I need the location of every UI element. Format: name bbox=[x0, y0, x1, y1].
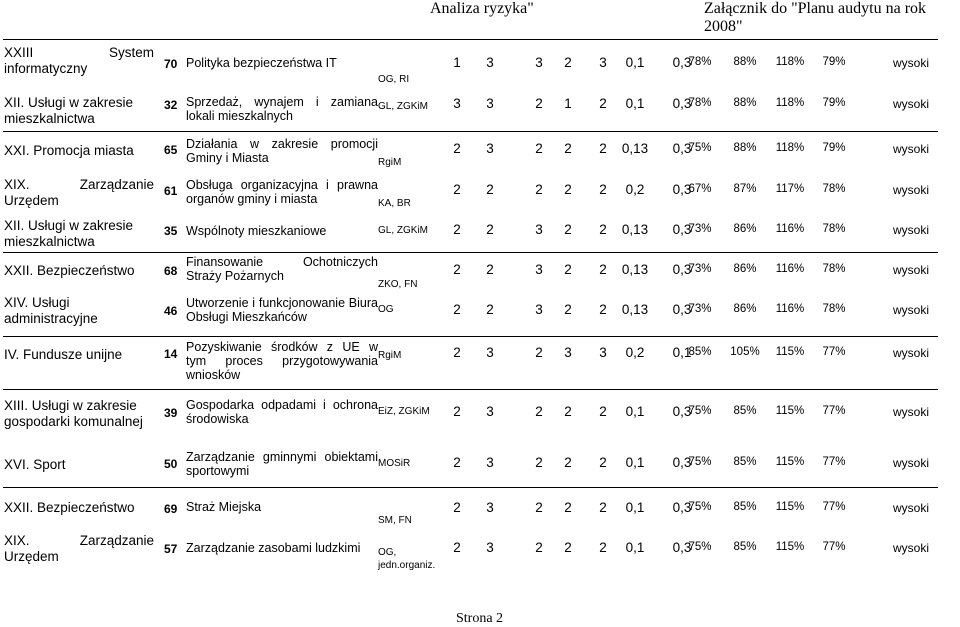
score-value: 2 bbox=[453, 404, 461, 419]
percent-value: 85% bbox=[733, 541, 757, 553]
department-cell bbox=[4, 45, 154, 77]
percent-value: 85% bbox=[733, 501, 757, 513]
score-value: 2 bbox=[453, 182, 461, 197]
risk-level: wysoki bbox=[893, 456, 930, 470]
score-value: 2 bbox=[564, 302, 572, 317]
department-cell: XII. Usługi w zakresie mieszkalnictwa bbox=[4, 95, 134, 126]
department-cell: XXII. Bezpieczeństwo bbox=[4, 500, 135, 515]
percent-value: 85% bbox=[733, 405, 757, 417]
score-value: 3 bbox=[486, 404, 494, 419]
percent-value: 77% bbox=[822, 456, 846, 468]
task-name: Obsługa organizacyjna i prawna organów gminy i miasta bbox=[186, 178, 378, 206]
department-number: XXIII bbox=[4, 45, 34, 60]
department-name: System bbox=[108, 45, 154, 60]
department-cell: IV. Fundusze unijne bbox=[4, 347, 123, 362]
score-value: 0,3 bbox=[672, 500, 692, 515]
task-name: Pozyskiwanie środków z UE w tym proces przygotowywania wniosków bbox=[186, 340, 378, 382]
score-value: 2 bbox=[599, 182, 607, 197]
score-value: 2 bbox=[453, 302, 461, 317]
percent-value: 67% bbox=[688, 183, 712, 195]
score-value: 0,1 bbox=[625, 55, 645, 70]
score-value: 0,2 bbox=[625, 182, 645, 197]
score-value: 0,3 bbox=[672, 96, 692, 111]
department-name: Urzędem bbox=[4, 549, 59, 564]
department-cell bbox=[4, 177, 154, 209]
score-value: 2 bbox=[564, 500, 572, 515]
score-value: 3 bbox=[453, 96, 461, 111]
task-name: Zarządzanie zasobami ludzkimi bbox=[186, 541, 361, 555]
score-value: 2 bbox=[599, 302, 607, 317]
risk-level: wysoki bbox=[893, 56, 930, 70]
score-value: 0,1 bbox=[625, 96, 645, 111]
percent-value: 115% bbox=[775, 501, 805, 513]
score-value: 0,13 bbox=[621, 141, 649, 156]
percent-value: 77% bbox=[822, 541, 846, 553]
task-name: Gospodarka odpadami i ochrona środowiska bbox=[186, 398, 378, 426]
score-value: 3 bbox=[535, 222, 543, 237]
department-name: Urzędem bbox=[4, 193, 59, 208]
score-value: 0,3 bbox=[672, 182, 692, 197]
risk-level: wysoki bbox=[893, 541, 930, 555]
score-value: 2 bbox=[535, 182, 543, 197]
percent-value: 77% bbox=[822, 405, 846, 417]
task-code: 14 bbox=[164, 347, 178, 361]
department-cell: XIII. Usługi w zakresie gospodarki komunalnej bbox=[4, 398, 143, 429]
department-cell: XXII. Bezpieczeństwo bbox=[4, 263, 135, 278]
risk-level: wysoki bbox=[893, 501, 930, 515]
score-value: 0,3 bbox=[672, 302, 692, 317]
task-name: Finansowanie Ochotniczych Straży Pożarnych bbox=[186, 255, 378, 283]
responsible-unit: RgiM bbox=[378, 157, 402, 168]
percent-value: 118% bbox=[775, 142, 805, 154]
score-value: 3 bbox=[535, 55, 543, 70]
percent-value: 118% bbox=[775, 97, 805, 109]
responsible-unit: GL, ZGKiM bbox=[378, 225, 429, 236]
rule bbox=[3, 336, 938, 337]
score-value: 0,13 bbox=[621, 302, 649, 317]
score-value: 0,13 bbox=[621, 262, 649, 277]
percent-value: 73% bbox=[688, 223, 712, 235]
percent-value: 86% bbox=[733, 263, 757, 275]
percent-value: 115% bbox=[775, 456, 805, 468]
score-value: 0,1 bbox=[625, 540, 645, 555]
percent-value: 78% bbox=[688, 56, 712, 68]
rule bbox=[3, 39, 938, 40]
score-value: 3 bbox=[486, 55, 494, 70]
percent-value: 79% bbox=[822, 56, 846, 68]
risk-level: wysoki bbox=[893, 142, 930, 156]
task-name: Utworzenie i funkcjonowanie Biura Obsługi Mieszkańców bbox=[186, 296, 378, 324]
percent-value: 85% bbox=[688, 346, 712, 358]
responsible-unit: OG, jedn.organiz. bbox=[378, 547, 436, 571]
percent-value: 115% bbox=[775, 405, 805, 417]
score-value: 2 bbox=[486, 222, 494, 237]
department-cell bbox=[4, 533, 154, 565]
department-cell: XII. Usługi w zakresie mieszkalnictwa bbox=[4, 218, 134, 249]
percent-value: 88% bbox=[733, 56, 757, 68]
score-value: 2 bbox=[535, 500, 543, 515]
task-name: Polityka bezpieczeństwa IT bbox=[186, 56, 337, 70]
department-name: informatyczny bbox=[4, 61, 88, 76]
risk-level: wysoki bbox=[893, 346, 930, 360]
score-value: 0,3 bbox=[672, 455, 692, 470]
task-code: 46 bbox=[164, 304, 178, 318]
percent-value: 79% bbox=[822, 142, 846, 154]
percent-value: 115% bbox=[775, 541, 805, 553]
score-value: 2 bbox=[564, 182, 572, 197]
responsible-unit: ZKO, FN bbox=[378, 279, 418, 290]
department-cell: XIV. Usługi administracyjne bbox=[4, 295, 98, 326]
score-value: 2 bbox=[599, 500, 607, 515]
score-value: 2 bbox=[453, 500, 461, 515]
score-value: 0,3 bbox=[672, 404, 692, 419]
score-value: 0,1 bbox=[625, 404, 645, 419]
score-value: 2 bbox=[599, 540, 607, 555]
score-value: 2 bbox=[453, 141, 461, 156]
percent-value: 116% bbox=[775, 223, 805, 235]
score-value: 2 bbox=[486, 182, 494, 197]
task-code: 50 bbox=[164, 457, 178, 471]
score-value: 2 bbox=[535, 345, 543, 360]
score-value: 2 bbox=[486, 302, 494, 317]
percent-value: 78% bbox=[822, 223, 846, 235]
risk-level: wysoki bbox=[893, 303, 930, 317]
score-value: 3 bbox=[486, 540, 494, 555]
risk-level: wysoki bbox=[893, 263, 930, 277]
score-value: 0,13 bbox=[621, 222, 649, 237]
score-value: 2 bbox=[564, 262, 572, 277]
responsible-unit: EiZ, ZGKiM bbox=[378, 406, 430, 417]
rule bbox=[3, 389, 938, 390]
score-value: 2 bbox=[599, 222, 607, 237]
percent-value: 79% bbox=[822, 97, 846, 109]
percent-value: 73% bbox=[688, 263, 712, 275]
score-value: 3 bbox=[486, 345, 494, 360]
score-value: 0,2 bbox=[625, 345, 645, 360]
percent-value: 78% bbox=[822, 183, 846, 195]
percent-value: 105% bbox=[730, 346, 760, 358]
score-value: 0,3 bbox=[672, 222, 692, 237]
score-value: 3 bbox=[535, 262, 543, 277]
score-value: 2 bbox=[564, 55, 572, 70]
responsible-unit: GL, ZGKiM bbox=[378, 101, 429, 112]
score-value: 2 bbox=[453, 540, 461, 555]
percent-value: 88% bbox=[733, 97, 757, 109]
percent-value: 78% bbox=[822, 303, 846, 315]
task-name: Sprzedaż, wynajem i zamiana lokali mieszkalnych bbox=[186, 95, 378, 123]
responsible-unit: MOSiR bbox=[378, 458, 411, 469]
score-value: 0,3 bbox=[672, 540, 692, 555]
task-code: 32 bbox=[164, 98, 178, 112]
task-name: Zarządzanie gminnymi obiektami sportowymi bbox=[186, 450, 378, 478]
score-value: 2 bbox=[453, 345, 461, 360]
score-value: 2 bbox=[535, 455, 543, 470]
percent-value: 77% bbox=[822, 346, 846, 358]
department-number: XIX. bbox=[4, 533, 30, 548]
score-value: 3 bbox=[486, 141, 494, 156]
responsible-unit: OG bbox=[378, 304, 394, 315]
department-cell: XVI. Sport bbox=[4, 457, 66, 472]
score-value: 3 bbox=[486, 455, 494, 470]
percent-value: 75% bbox=[688, 501, 712, 513]
score-value: 0,3 bbox=[672, 55, 692, 70]
score-value: 1 bbox=[564, 96, 572, 111]
percent-value: 73% bbox=[688, 303, 712, 315]
responsible-unit: SM, FN bbox=[378, 515, 412, 526]
score-value: 2 bbox=[453, 262, 461, 277]
task-code: 57 bbox=[164, 542, 178, 556]
score-value: 2 bbox=[535, 96, 543, 111]
percent-value: 78% bbox=[822, 263, 846, 275]
percent-value: 87% bbox=[733, 183, 757, 195]
percent-value: 118% bbox=[775, 56, 805, 68]
responsible-unit: KA, BR bbox=[378, 198, 411, 209]
score-value: 2 bbox=[599, 455, 607, 470]
risk-level: wysoki bbox=[893, 183, 930, 197]
task-code: 70 bbox=[164, 57, 178, 71]
task-code: 61 bbox=[164, 184, 178, 198]
score-value: 0,3 bbox=[672, 262, 692, 277]
task-code: 69 bbox=[164, 502, 178, 516]
percent-value: 75% bbox=[688, 405, 712, 417]
responsible-unit: OG, RI bbox=[378, 74, 410, 85]
score-value: 3 bbox=[535, 302, 543, 317]
risk-level: wysoki bbox=[893, 405, 930, 419]
score-value: 0,3 bbox=[672, 141, 692, 156]
score-value: 2 bbox=[564, 540, 572, 555]
page-number: Strona 2 bbox=[456, 611, 504, 626]
score-value: 2 bbox=[564, 222, 572, 237]
score-value: 2 bbox=[564, 455, 572, 470]
percent-value: 75% bbox=[688, 456, 712, 468]
department-name: Zarządzanie bbox=[79, 533, 154, 548]
department-cell: XXI. Promocja miasta bbox=[4, 143, 134, 158]
score-value: 3 bbox=[564, 345, 572, 360]
score-value: 3 bbox=[486, 96, 494, 111]
score-value: 0,1 bbox=[625, 500, 645, 515]
score-value: 3 bbox=[599, 55, 607, 70]
score-value: 1 bbox=[453, 55, 461, 70]
score-value: 2 bbox=[564, 141, 572, 156]
task-name: Straż Miejska bbox=[186, 500, 262, 514]
percent-value: 75% bbox=[688, 541, 712, 553]
score-value: 2 bbox=[599, 404, 607, 419]
score-value: 2 bbox=[535, 540, 543, 555]
department-name: Zarządzanie bbox=[79, 177, 154, 192]
header-title: Analiza ryzyka" bbox=[430, 0, 534, 17]
percent-value: 115% bbox=[775, 346, 805, 358]
percent-value: 86% bbox=[733, 223, 757, 235]
score-value: 2 bbox=[564, 404, 572, 419]
score-value: 2 bbox=[453, 222, 461, 237]
score-value: 2 bbox=[599, 262, 607, 277]
task-code: 65 bbox=[164, 143, 178, 157]
percent-value: 77% bbox=[822, 501, 846, 513]
rule bbox=[3, 487, 938, 488]
score-value: 2 bbox=[453, 455, 461, 470]
score-value: 3 bbox=[599, 345, 607, 360]
percent-value: 75% bbox=[688, 142, 712, 154]
percent-value: 116% bbox=[775, 263, 805, 275]
task-code: 39 bbox=[164, 406, 178, 420]
percent-value: 86% bbox=[733, 303, 757, 315]
task-code: 68 bbox=[164, 264, 178, 278]
score-value: 2 bbox=[599, 141, 607, 156]
task-code: 35 bbox=[164, 224, 178, 238]
score-value: 2 bbox=[535, 141, 543, 156]
header-attachment: Załącznik do "Planu audytu na rok 2008" bbox=[704, 0, 927, 35]
department-number: XIX. bbox=[4, 177, 30, 192]
task-name: Działania w zakresie promocji Gminy i Miasta bbox=[186, 137, 378, 165]
rule bbox=[3, 252, 938, 253]
task-name: Wspólnoty mieszkaniowe bbox=[186, 224, 327, 238]
score-value: 2 bbox=[599, 96, 607, 111]
rule bbox=[3, 131, 938, 132]
score-value: 0,1 bbox=[625, 455, 645, 470]
responsible-unit: RgiM bbox=[378, 350, 402, 361]
score-value: 0,1 bbox=[672, 345, 692, 360]
percent-value: 78% bbox=[688, 97, 712, 109]
percent-value: 88% bbox=[733, 142, 757, 154]
risk-level: wysoki bbox=[893, 223, 930, 237]
score-value: 2 bbox=[486, 262, 494, 277]
percent-value: 85% bbox=[733, 456, 757, 468]
percent-value: 116% bbox=[775, 303, 805, 315]
risk-level: wysoki bbox=[893, 97, 930, 111]
score-value: 2 bbox=[535, 404, 543, 419]
score-value: 3 bbox=[486, 500, 494, 515]
percent-value: 117% bbox=[775, 183, 805, 195]
